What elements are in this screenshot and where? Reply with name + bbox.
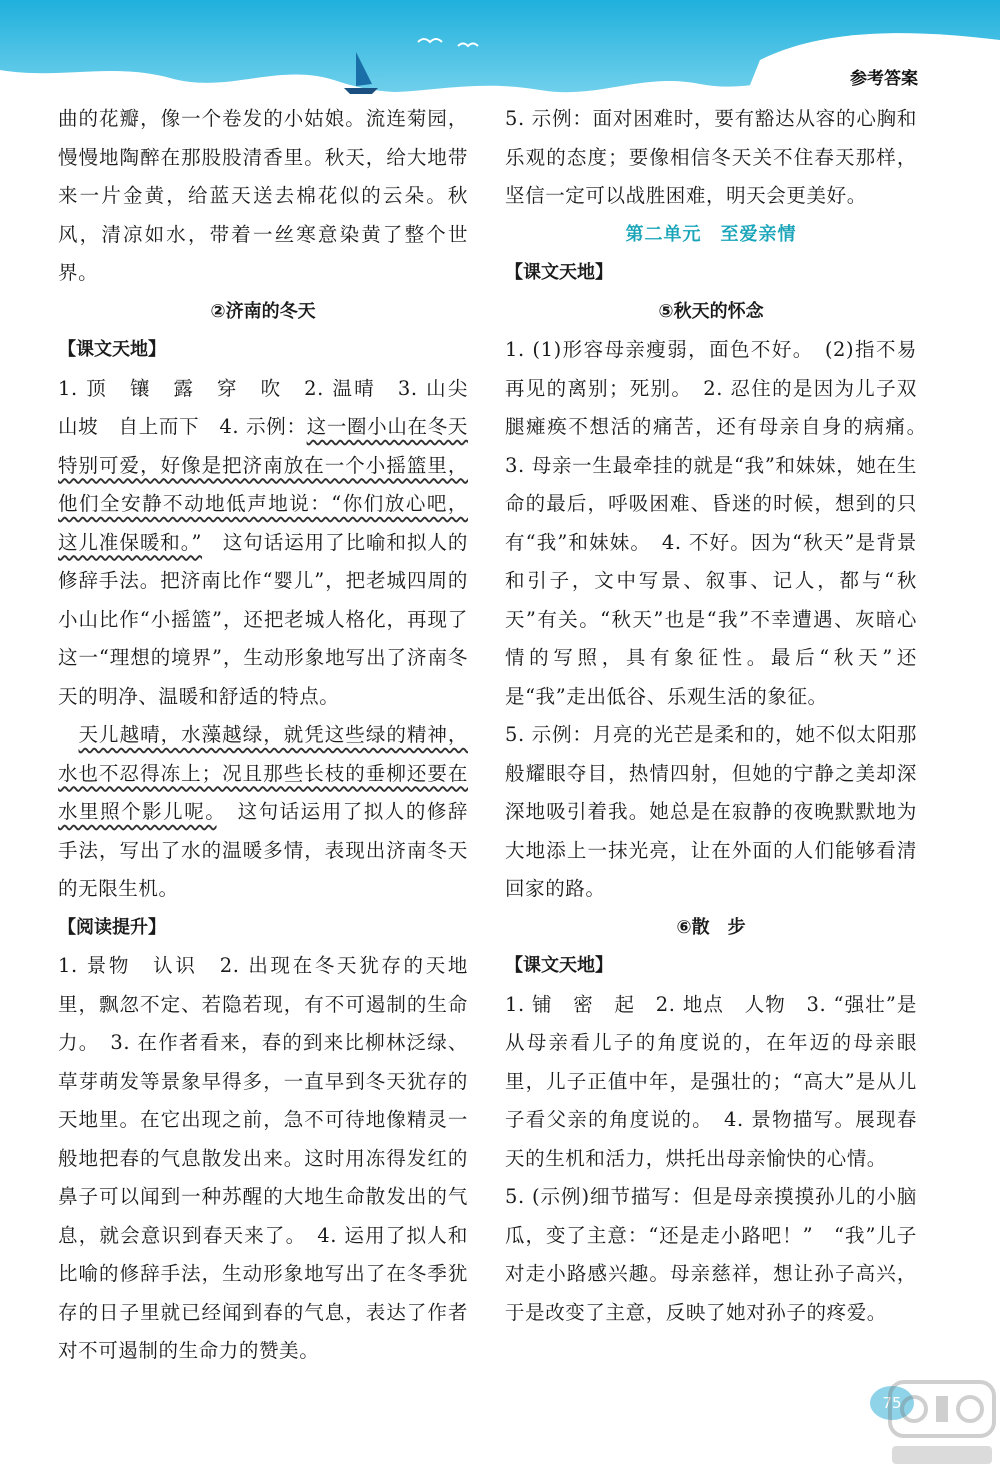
answer-paragraph-2: [58, 716, 468, 909]
watermark-logo: [884, 1376, 1000, 1472]
section-tag-yuedu: 【阅读提升】: [58, 916, 166, 938]
answer-text: 这句话运用了拟人的修辞手法，写出了水的温暖多情，表现出济南冬天的无限生机。: [58, 800, 468, 900]
answer-paragraph-4: 5. (示例)细节描写：但是母亲摸摸孙儿的小脑瓜，变了主意：“还是走小路吧！” “我”儿子对走小路感兴趣。母亲慈祥，想让孙子高兴，于是改变了主意，反映了她对孙子的疼爱。: [505, 1185, 917, 1324]
page-number-badge: 75: [870, 1386, 914, 1420]
answer-text: 这句话运用了比喻和拟人的修辞手法。把济南比作“婴儿”，把老城四周的小山比作“小摇篮”，还把老城人格化，再现了这一“理想的境界”，生动形象地写出了济南冬天的明净、温暖和舒适的特点。: [58, 530, 468, 708]
answer-paragraph-3: 1. 铺 密 起 2. 地点 人物 3. “强壮”是从母亲看儿子的角度说的，在年迈的母亲眼里，儿子正值中年，是强壮的；“高大”是从儿子看父亲的角度说的。 4. 景物描写。展现春天的生机和活力，烘托出母亲愉快的心情。: [505, 992, 917, 1170]
right-column: [505, 100, 938, 1332]
section-header-label: 参考答案: [850, 69, 918, 89]
header-banner: [0, 0, 1000, 110]
lesson-title-autumn: ⑤秋天的怀念: [658, 300, 764, 322]
answer-text: 1. 顶 镶 露 穿 吹 2. 温晴 3. 山尖 山坡 自上而下 4. 示例：: [58, 376, 489, 438]
answer-paragraph-0: 5. 示例：面对困难时，要有豁达从容的心胸和乐观的态度；要像相信冬天关不住春天那样，坚信一定可以战胜困难，明天会更美好。: [505, 107, 917, 207]
underlined-quote: 这一圈小山在冬天特别可爱，好像是把济南放在一个小摇篮里，他们全安静不动地低声地说：“你们放心吧，这儿准保暖和。”: [58, 415, 468, 554]
lesson-title-jinan-winter: ②济南的冬天: [210, 300, 316, 322]
answer-paragraph-1: 1. (1)形容母亲瘦弱，面色不好。 (2)指不易再见的离别；死别。 2. 忍住的是因为儿子双腿瘫痪不想活的痛苦，还有母亲自身的病痛。 3. 母亲一生最牵挂的就是“我”和妹妹，她在生命的最后，呼吸困难、昏迷的时候，想到的只有“我”和妹妹。 4. 不好。因为“秋天”是背景和引子，文中写景、叙事、记人，都与“秋天”有关。“秋天”也是“我”不幸遭遇、灰暗心情的写照，具有象征性。最后“秋天”还是“我”走出低谷、乐观生活的象征。: [505, 338, 938, 708]
section-tag-kewen: 【课文天地】: [58, 339, 166, 360]
section-tag-kewen: 【课文天地】: [505, 262, 613, 283]
section-tag-kewen: 【课文天地】: [505, 955, 613, 976]
answer-paragraph-1: [58, 370, 489, 717]
answer-paragraph-3: 1. 景物 认识 2. 出现在冬天犹存的天地里，飘忽不定、若隐若现，有不可遏制的生命力。 3. 在作者看来，春的到来比柳林泛绿、草芽萌发等景象早得多，一直早到冬天犹存的天地里。在它出现之前，急不可待地像精灵一般地把春的气息散发出来。这时用冻得发红的鼻子可以闻到一种苏醒的大地生命散发出的气息，就会意识到春天来了。 4. 运用了拟人和比喻的修辞手法，生动形象地写出了在冬季犹存的日子里就已经闻到春的气息，表达了作者对不可遏制的生命力的赞美。: [58, 954, 468, 1362]
answer-paragraph-2: 5. 示例：月亮的光芒是柔和的，她不似太阳那般耀眼夺目，热情四射，但她的宁静之美却深深地吸引着我。她总是在寂静的夜晚默默地为大地添上一抹光亮，让在外面的人们能够看清回家的路。: [505, 723, 917, 900]
underlined-quote: 天儿越晴，水藻越绿，就凭这些绿的精神，水也不忍得冻上；况且那些长枝的垂柳还要在水里照个影儿呢。: [58, 723, 468, 823]
left-column: [58, 100, 489, 1371]
intro-paragraph: 曲的花瓣，像一个卷发的小姑娘。流连菊园，慢慢地陶醉在那股股清香里。秋天，给大地带来一片金黄，给蓝天送去棉花似的云朵。秋风，清凉如水，带着一丝寒意染黄了整个世界。: [58, 107, 468, 284]
unit-title: 第二单元 至爱亲情: [625, 223, 797, 245]
lesson-title-walk: ⑥散 步: [676, 916, 746, 938]
